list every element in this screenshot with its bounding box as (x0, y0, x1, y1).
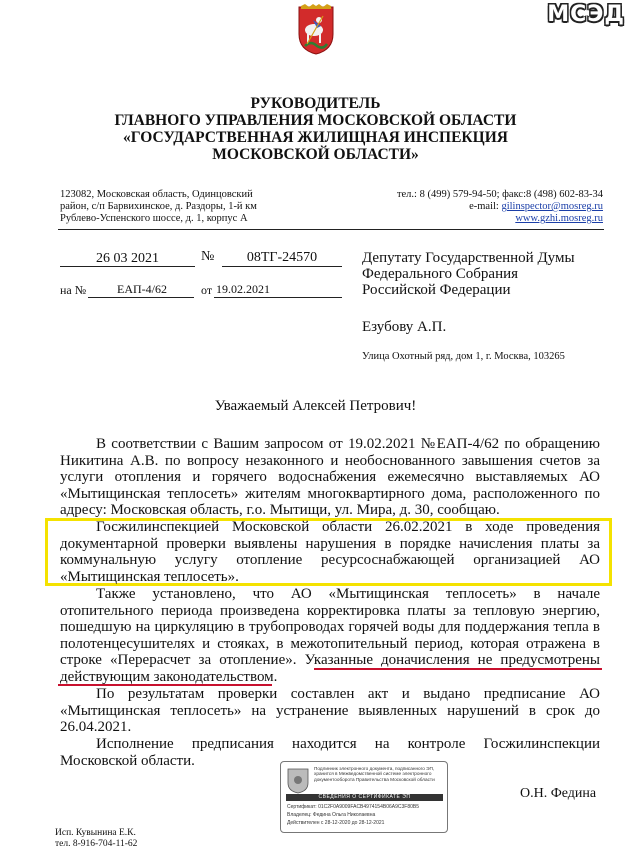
website-link[interactable]: www.gzhi.mosreg.ru (515, 213, 603, 224)
header-title-line-1: РУКОВОДИТЕЛЬ (250, 95, 381, 112)
header-title-line-3: «ГОСУДАРСТВЕННАЯ ЖИЛИЩНАЯ ИНСПЕКЦИЯ (123, 129, 508, 146)
stamp-heading: СВЕДЕНИЯ О СЕРТИФИКАТЕ ЭП (286, 794, 443, 801)
email-label: e-mail: (469, 201, 502, 212)
paragraph-inspection: Госжилинспекцией Московской области 26.02.2021 в ходе проведения документарной проверки выявлены нарушения в порядке начисления платы за коммунальную услугу отопление ресурсоснабжающей организацией АО «Мытищинская теплосеть». (60, 519, 600, 585)
stamp-certificate: Сертификат: 01C2F0A9009FACB4974154B06A9C3F80B5 (287, 804, 419, 810)
recipient-address: Улица Охотный ряд, дом 1, г. Москва, 103265 (362, 351, 565, 362)
recipient-line: Депутату Государственной Думы (362, 250, 575, 266)
header-divider (58, 229, 604, 230)
stamp-owner: Владелец: Федина Ольга Николаевна (287, 812, 376, 818)
executor-name: Исп. Кувынина Е.К. (55, 828, 136, 838)
address-line: 123082, Московская область, Одинцовский (60, 189, 253, 200)
address-line: район, с/п Барвихинское, д. Раздоры, 1-й км (60, 201, 257, 212)
signatory-name: О.Н. Федина (520, 786, 597, 801)
sender-address (60, 189, 320, 225)
ref-from: от (201, 283, 213, 297)
ref-number: ЕАП-4/62 (117, 282, 167, 296)
date-underline (60, 266, 195, 267)
email-row (303, 201, 603, 213)
header-title-line-4: МОСКОВСКОЙ ОБЛАСТИ» (212, 146, 419, 163)
number-sign: № (201, 249, 215, 264)
greeting: Уважаемый Алексей Петрович! (214, 398, 417, 414)
registration-number: 08ТГ-24570 (246, 250, 318, 265)
ref-date-underline (214, 297, 342, 298)
paragraph-request: В соответствии с Вашим запросом от 19.02.2021 №ЕАП-4/62 по обращению Никитина А.В. по вопросу незаконного и необоснованного завышения счетов за услуги отопления и горячего водоснабжения ежемесячно выставляемых АО «Мытищинская теплосеть» жителям многоквартирного дома, расположенного по адресу: Московская область, г.о. Мытищи, ул. Мира, д. 30, сообщаю. (60, 436, 600, 518)
coat-of-arms-icon (297, 4, 335, 56)
recipient-name: Езубову А.П. (362, 319, 447, 335)
stamp-validity: Действителен с 28-12-2020 до 28-12-2021 (287, 820, 385, 826)
paragraph-result: По результатам проверки составлен акт и выдано предписание АО «Мытищинская теплосеть» на устранение выявленных нарушений в срок до 26.04.2021. (60, 686, 600, 735)
msed-watermark: МСЭД (547, 2, 625, 27)
stamp-note: Подлинник электронного документа, подписанного ЭП, хранится в Межведомственной системе электронного документооборота Правительства Московской области (314, 766, 435, 782)
paragraph-correction (60, 586, 600, 685)
registration-date: 26 03 2021 (96, 251, 159, 266)
recipient-title (362, 250, 575, 298)
ref-prefix: на № (60, 283, 87, 297)
address-line: Рублево-Успенского шоссе, д. 1, корпус А (60, 213, 248, 224)
header-title-line-2: ГЛАВНОГО УПРАВЛЕНИЯ МОСКОВСКОЙ ОБЛАСТИ (114, 112, 517, 129)
executor-phone: тел. 8-916-704-11-62 (55, 839, 138, 849)
correction-text: Также установлено, что АО «Мытищинская теплосеть» в начале отопительного периода произведена корректировка платы за тепловую энергию, пошедшую на циркуляцию в трубопроводах горячей воды для поддержания тепла в полотенцесушителях и стояках, в межотопительный период, которая отражена в строке «Перерасчет за отопление». (60, 586, 600, 668)
highlighted-statement: Указанные доначисления не предусмотрены действующим законодательством. (60, 652, 600, 685)
e-signature-stamp (280, 761, 448, 833)
ref-date: 19.02.2021 (216, 282, 270, 296)
sender-contacts (303, 189, 603, 225)
recipient-line: Российской Федерации (362, 282, 511, 298)
paragraph-control: Исполнение предписания находится на контроле Госжилинспекции Московской области. (60, 736, 600, 769)
number-underline (222, 266, 342, 267)
email-link[interactable]: gilinspector@mosreg.ru (501, 201, 603, 212)
recipient-line: Федерального Собрания (362, 266, 519, 282)
ref-number-underline (88, 297, 194, 298)
red-underline-1 (314, 668, 602, 670)
phone-fax: тел.: 8 (499) 579-94-50; факс:8 (498) 602-83-34 (396, 189, 603, 200)
stamp-crest-icon (287, 768, 309, 794)
